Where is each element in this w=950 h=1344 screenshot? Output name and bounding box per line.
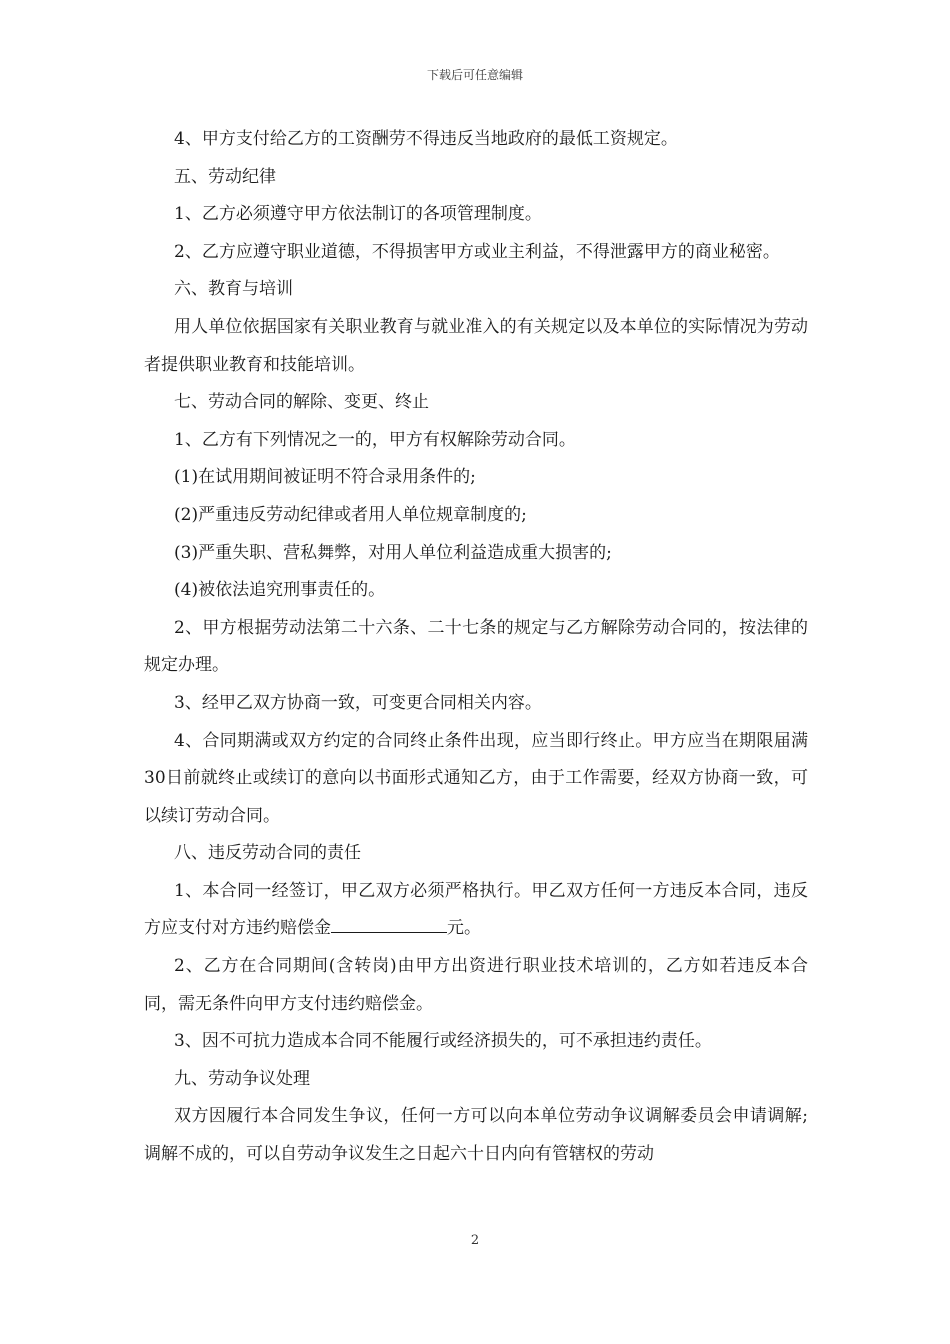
paragraph: 用人单位依据国家有关职业教育与就业准入的有关规定以及本单位的实际情况为劳动者提供职业教育和技能培训。 — [144, 316, 808, 375]
paragraph: 3、因不可抗力造成本合同不能履行或经济损失的，可不承担违约责任。 — [174, 1031, 712, 1052]
page-header: 下载后可任意编辑 — [426, 68, 523, 82]
paragraph: 2、乙方应遵守职业道德，不得损害甲方或业主利益，不得泄露甲方的商业秘密。 — [174, 241, 780, 262]
paragraph: 双方因履行本合同发生争议，任何一方可以向本单位劳动争议调解委员会申请调解;调解不成的，可以自劳动争议发生之日起六十日内向有管辖权的劳动 — [144, 1106, 808, 1165]
section-heading: 五、劳动纪律 — [174, 166, 276, 187]
section-heading: 九、劳动争议处理 — [174, 1068, 310, 1089]
paragraph: 1、乙方必须遵守甲方依法制订的各项管理制度。 — [174, 204, 542, 225]
paragraph: 3、经甲乙双方协商一致，可变更合同相关内容。 — [174, 692, 542, 713]
paragraph: 2、乙方在合同期间(含转岗)由甲方出资进行职业技术培训的，乙方如若违反本合同，需无条件向甲方支付违约赔偿金。 — [144, 956, 808, 1014]
paragraph: 2、甲方根据劳动法第二十六条、二十七条的规定与乙方解除劳动合同的，按法律的规定办理。 — [144, 617, 808, 676]
penalty-text: 1、本合同一经签订，甲乙双方必须严格执行。甲乙双方任何一方违反本合同，违反方应支付对方违约赔偿金 — [144, 880, 808, 939]
paragraph: 1、乙方有下列情况之一的，甲方有权解除劳动合同。 — [174, 429, 576, 450]
section-heading: 六、教育与培训 — [174, 279, 293, 300]
list-item: (4)被依法追究刑事责任的。 — [174, 580, 386, 601]
paragraph: 4、甲方支付给乙方的工资酬劳不得违反当地政府的最低工资规定。 — [174, 129, 678, 149]
list-item: (3)严重失职、营私舞弊，对用人单位利益造成重大损害的; — [174, 542, 612, 563]
list-item: (1)在试用期间被证明不符合录用条件的; — [174, 467, 476, 488]
section-heading: 八、违反劳动合同的责任 — [174, 843, 361, 864]
page-number: 2 — [470, 1233, 480, 1248]
section-heading: 七、劳动合同的解除、变更、终止 — [174, 392, 429, 413]
list-item: (2)严重违反劳动纪律或者用人单位规章制度的; — [174, 504, 527, 525]
penalty-paragraph — [144, 873, 808, 948]
document-body — [144, 121, 808, 1174]
paragraph: 4、合同期满或双方约定的合同终止条件出现，应当即行终止。甲方应当在期限届满30日前就终止或续订的意向以书面形式通知乙方，由于工作需要，经双方协商一致，可以续订劳动合同。 — [144, 730, 808, 826]
penalty-unit: 元。 — [447, 918, 481, 939]
amount-blank-line — [331, 916, 447, 933]
